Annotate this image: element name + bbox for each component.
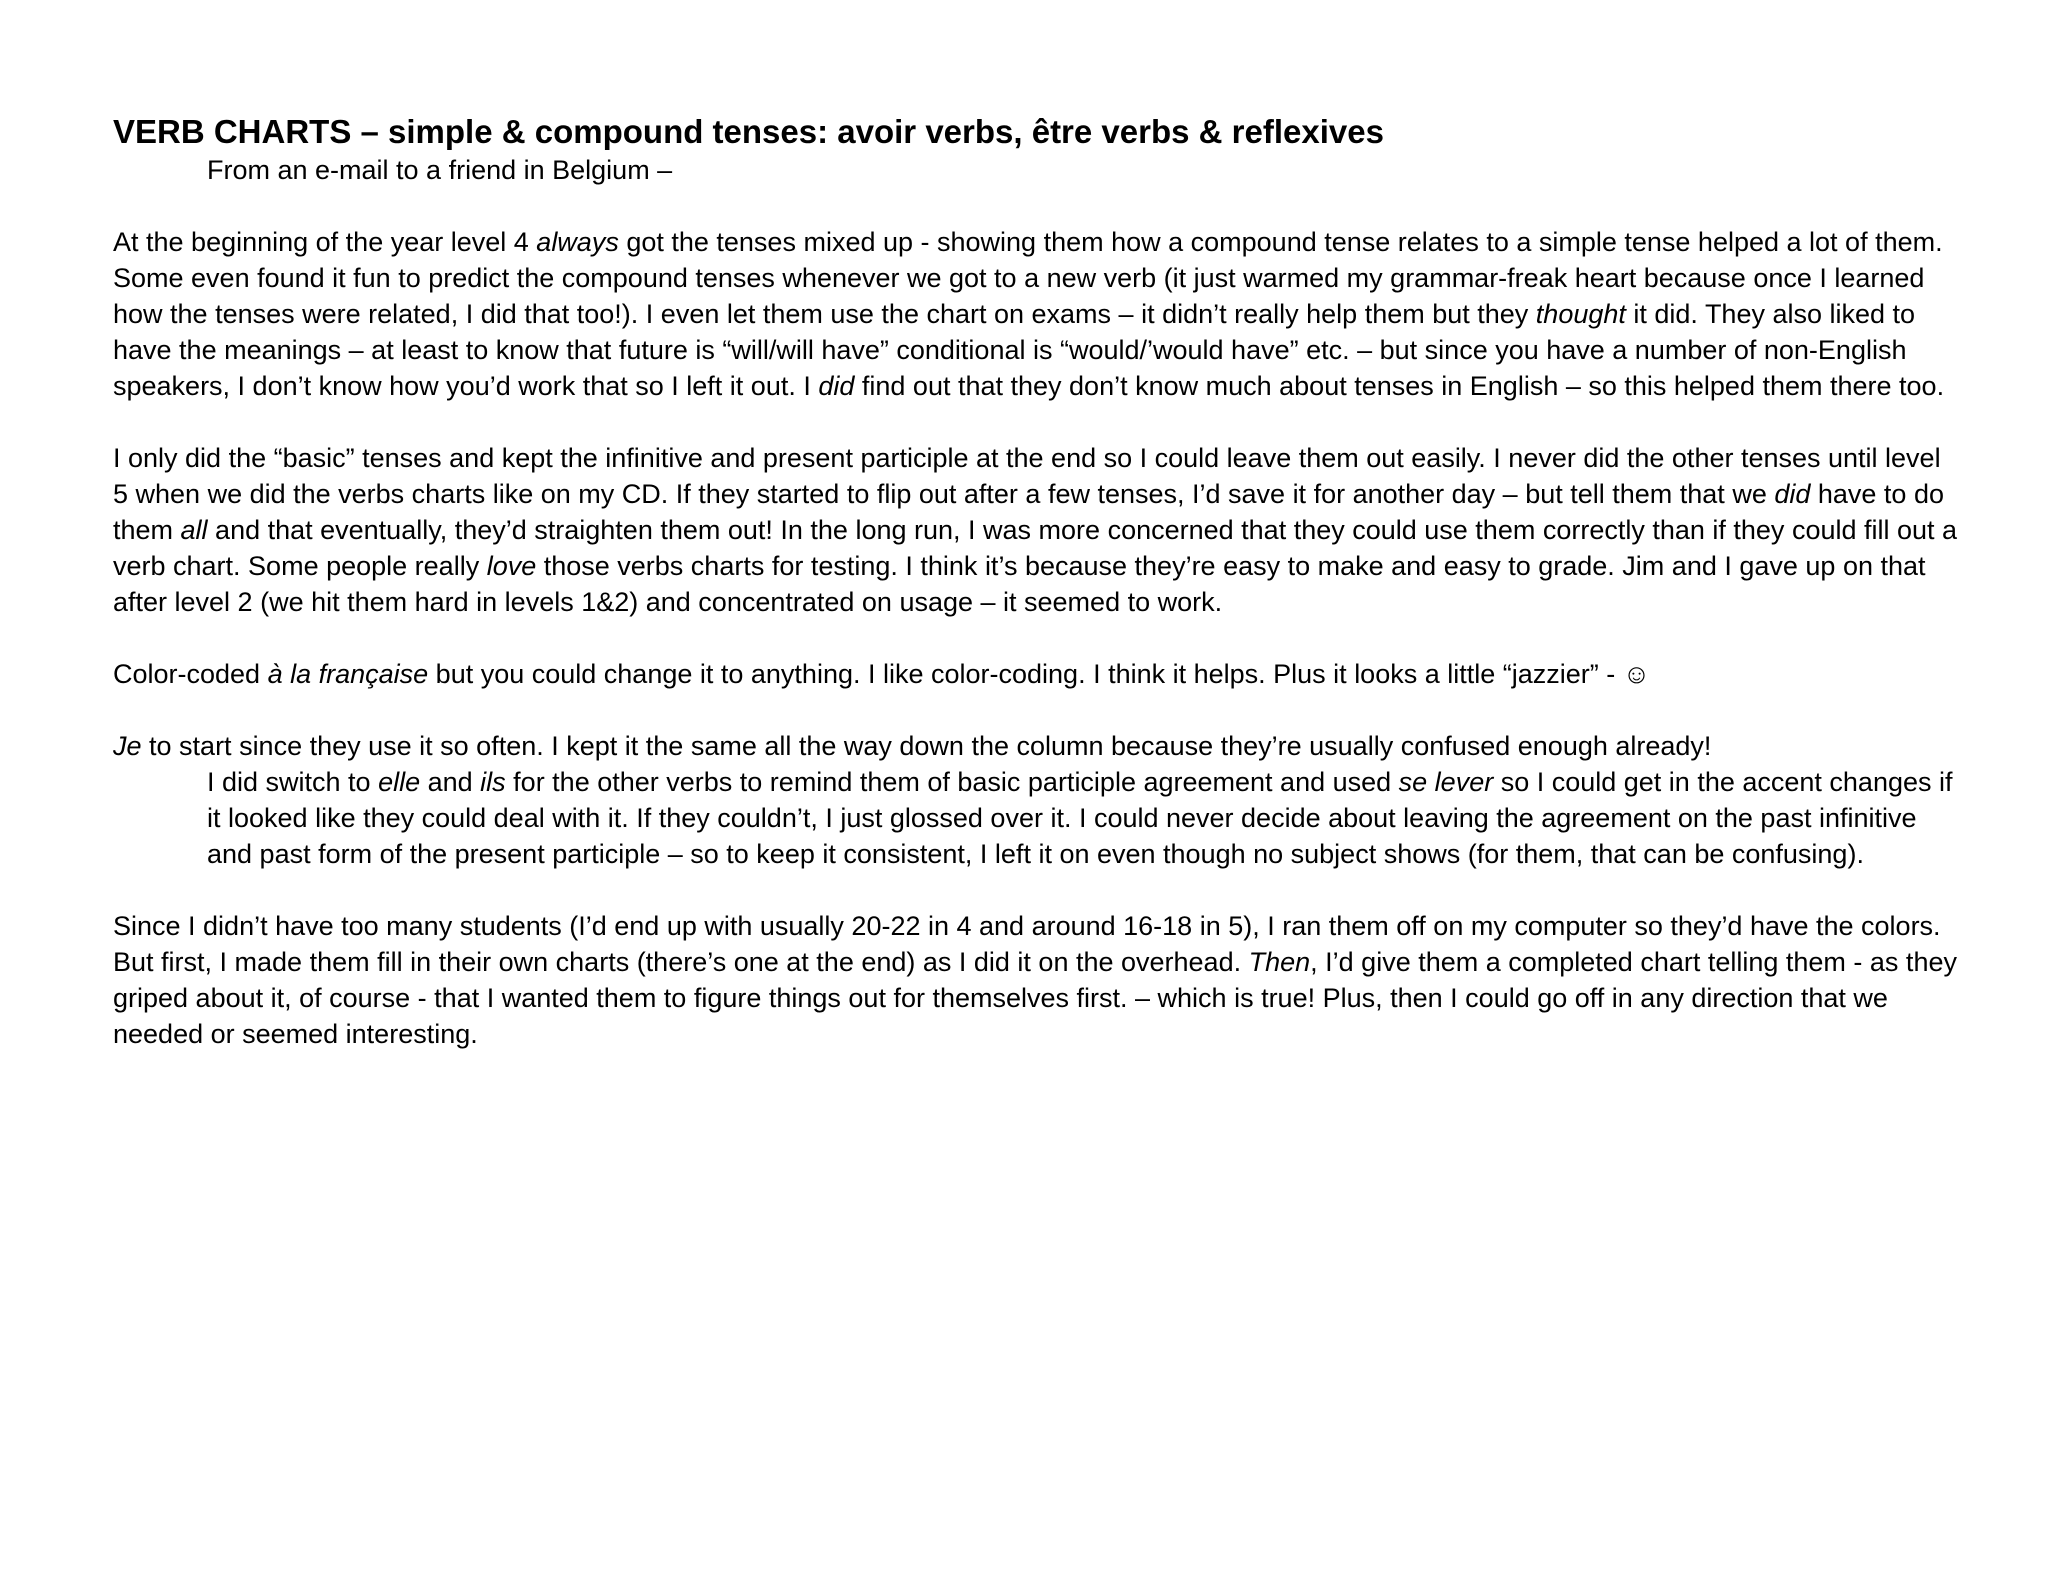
paragraph-3-emphasis-a-la-francaise: à la française: [267, 659, 429, 689]
paragraph-5-emphasis-se-lever: se lever: [1398, 767, 1494, 797]
paragraph-6-text-a: Since I didn’t have too many students (I’d end up with usually 20-22 in 4 and around 16-18 in 5), I ran them off on my computer so they’d have the colors. But first, I made them fill in their own charts (there’s one at the end) as I did it on the overhead.: [113, 911, 1941, 977]
document-page: [113, 112, 1963, 1052]
paragraph-3: [113, 656, 1963, 692]
document-title: VERB CHARTS – simple & compound tenses: avoir verbs, être verbs & reflexives: [113, 113, 1384, 150]
paragraph-4: [113, 728, 1963, 764]
paragraph-6: [113, 908, 1963, 1052]
paragraph-1-emphasis-thought: thought: [1535, 299, 1626, 329]
paragraph-5-indented: [207, 764, 1963, 872]
paragraph-4-text-b: to start since they use it so often. I kept it the same all the way down the column because they’re usually confused enough already!: [141, 731, 1712, 761]
paragraph-1-emphasis-always: always: [536, 227, 619, 257]
paragraph-2-emphasis-love: love: [486, 551, 537, 581]
paragraph-5-text-e: for the other verbs to remind them of basic participle agreement and used: [505, 767, 1399, 797]
paragraph-1-text-e: it did. They also liked to have the meanings – at least to know that future is “will/will have” conditional is “would/’would have” etc. – but since you have a number of non-English speakers, I don’t know how you’d work that so I left it out. I: [113, 299, 1916, 401]
paragraph-2-emphasis-did: did: [1774, 479, 1811, 509]
paragraph-5-emphasis-ils: ils: [480, 767, 506, 797]
paragraph-1: [113, 224, 1963, 404]
paragraph-1-text-g: find out that they don’t know much about tenses in English – so this helped them there too.: [854, 371, 1945, 401]
paragraph-5-text-c: and: [420, 767, 481, 797]
paragraph-6-text-c: , I’d give them a completed chart telling them - as they griped about it, of course - that I wanted them to figure things out for themselves first. – which is true! Plus, then I could go off in any direction that we needed or seemed interesting.: [113, 947, 1957, 1049]
paragraph-6-emphasis-then: Then: [1248, 947, 1311, 977]
paragraph-2-emphasis-all: all: [180, 515, 208, 545]
paragraph-2: [113, 440, 1963, 620]
paragraph-1-emphasis-did: did: [818, 371, 855, 401]
paragraph-5-text-g: so I could get in the accent changes if it looked like they could deal with it. If they couldn’t, I just glossed over it. I could never decide about leaving the agreement on the past infinitive and past form of the present participle – so to keep it consistent, I left it on even though no subject shows (for them, that can be confusing).: [207, 767, 1953, 869]
paragraph-3-text-a: Color-coded: [113, 659, 268, 689]
paragraph-4-emphasis-je: Je: [113, 731, 142, 761]
paragraph-5-emphasis-elle: elle: [378, 767, 421, 797]
paragraph-2-text-a: I only did the “basic” tenses and kept the infinitive and present participle at the end so I could leave them out easily. I never did the other tenses until level 5 when we did the verbs charts like on my CD. If they started to flip out after a few tenses, I’d save it for another day – but tell them that we: [113, 443, 1941, 509]
paragraph-5-text-a: I did switch to: [207, 767, 379, 797]
paragraph-1-text-a: At the beginning of the year level 4: [113, 227, 537, 257]
paragraph-1-text-c: got the tenses mixed up - showing them how a compound tense relates to a simple tense helped a lot of them. Some even found it fun to predict the compound tenses whenever we got to a new verb (it just warmed my grammar-freak heart because once I learned how the tenses were related, I did that too!). I even let them use the chart on exams – it didn’t really help them but they: [113, 227, 1943, 329]
document-subtitle: From an e-mail to a friend in Belgium –: [207, 155, 673, 185]
paragraph-2-text-e: and that eventually, they’d straighten them out! In the long run, I was more concerned that they could use them correctly than if they could fill out a verb chart. Some people really: [113, 515, 1958, 581]
paragraph-2-text-g: those verbs charts for testing. I think it’s because they’re easy to make and easy to grade. Jim and I gave up on that after level 2 (we hit them hard in levels 1&2) and concentrated on usage – it seemed to work.: [113, 551, 1926, 617]
paragraph-2-text-c: have to do them: [113, 479, 1944, 545]
paragraph-3-text-c: but you could change it to anything. I like color-coding. I think it helps. Plus it looks a little “jazzier” - ☺: [428, 659, 1651, 689]
